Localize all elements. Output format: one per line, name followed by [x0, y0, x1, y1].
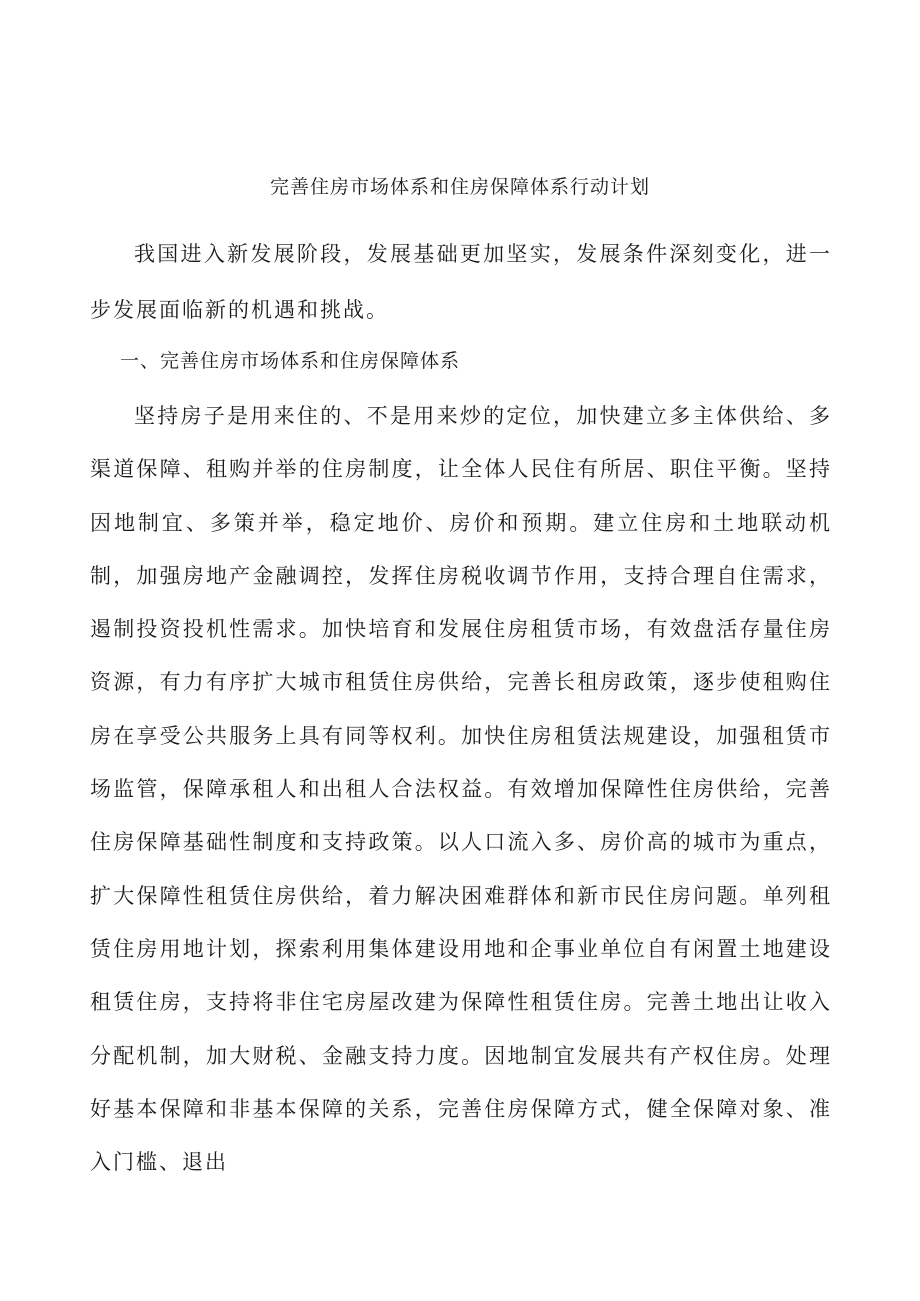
section-body-paragraph: 坚持房子是用来住的、不是用来炒的定位，加快建立多主体供给、多渠道保障、租购并举的住房制度，让全体人民住有所居、职住平衡。坚持因地制宜、多策并举，稳定地价、房价和预期。建立住房和土地联动机制，加强房地产金融调控，发挥住房税收调节作用，支持合理自住需求，遏制投资投机性需求。加快培育和发展住房租赁市场，有效盘活存量住房资源，有力有序扩大城市租赁住房供给，完善长租房政策，逐步使租购住房在享受公共服务上具有同等权利。加快住房租赁法规建设，加强租赁市场监管，保障承租人和出租人合法权益。有效增加保障性住房供给，完善住房保障基础性制度和支持政策。以人口流入多、房价高的城市为重点，扩大保障性租赁住房供给，着力解决困难群体和新市民住房问题。单列租赁住房用地计划，探索利用集体建设用地和企事业单位自有闲置土地建设租赁住房，支持将非住宅房屋改建为保障性租赁住房。完善土地出让收入分配机制，加大财税、金融支持力度。因地制宜发展共有产权住房。处理好基本保障和非基本保障的关系，完善住房保障方式，健全保障对象、准入门槛、退出	[90, 404, 832, 1175]
section-heading: 一、完善住房市场体系和住房保障体系	[120, 350, 461, 372]
intro-paragraph: 我国进入新发展阶段，发展基础更加坚实，发展条件深刻变化，进一步发展面临新的机遇和挑战。	[90, 242, 832, 322]
document-title: 完善住房市场体系和住房保障体系行动计划	[269, 176, 650, 198]
